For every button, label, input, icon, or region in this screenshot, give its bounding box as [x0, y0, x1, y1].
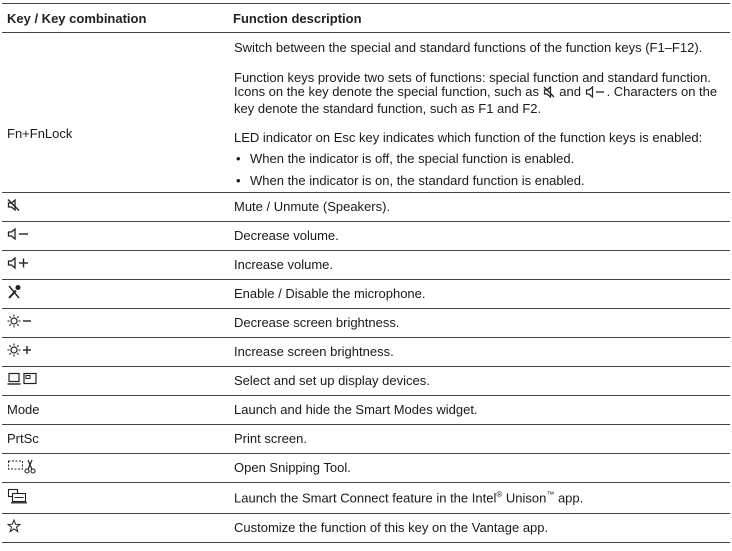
row-desc: Enable / Disable the microphone.	[229, 279, 730, 308]
key-fn-fnlock: Fn+FnLock	[2, 33, 229, 193]
table-row	[2, 424, 730, 453]
smart-connect-text-mid: Unison	[502, 490, 547, 506]
table-row	[2, 250, 730, 279]
table-header-row	[2, 4, 730, 33]
fn-para2-and: and	[559, 84, 581, 99]
row-desc-smart-connect	[229, 482, 730, 513]
row-desc: Mute / Unmute (Speakers).	[229, 192, 730, 221]
table-row	[2, 337, 730, 366]
header-key-combination: Key / Key combination	[2, 4, 229, 33]
snipping-tool-icon	[7, 457, 37, 478]
fn-para-two-sets	[234, 71, 726, 117]
fn-para2-pre: Function keys provide two sets of functions: special function and standard function. Icons on the key denote the special function, such as	[234, 69, 711, 99]
row-desc: Launch and hide the Smart Modes widget.	[229, 395, 730, 424]
volume-down-icon	[7, 227, 31, 244]
row-desc: Increase volume.	[229, 250, 730, 279]
row-desc: Customize the function of this key on the Vantage app.	[229, 513, 730, 542]
registered-mark: ®	[496, 489, 503, 499]
table-row	[2, 453, 730, 482]
table-row	[2, 192, 730, 221]
row-desc: Decrease volume.	[229, 221, 730, 250]
volume-up-icon	[7, 256, 31, 273]
fn-para2-post: . Characters on the key denote the standard function, such as F1 and F2.	[234, 84, 718, 116]
smart-connect-text-pre: Launch the Smart Connect feature in the Intel	[234, 490, 497, 506]
row-desc: Increase screen brightness.	[229, 337, 730, 366]
trademark-mark: ™	[546, 489, 555, 499]
microphone-mute-icon	[7, 284, 25, 303]
volume-down-icon	[585, 86, 607, 102]
table-row	[2, 221, 730, 250]
table-row	[2, 395, 730, 424]
fn-bullet-off: • When the indicator is off, the special function is enabled.	[250, 152, 726, 166]
table-row	[2, 366, 730, 395]
key-function-table	[2, 3, 730, 543]
key-prtsc: PrtSc	[2, 424, 229, 453]
fn-para-led: LED indicator on Esc key indicates which function of the function keys is enabled:	[234, 130, 703, 145]
brightness-up-icon	[7, 343, 33, 360]
smart-connect-icon	[7, 488, 29, 507]
table-row	[2, 308, 730, 337]
row-desc: Decrease screen brightness.	[229, 308, 730, 337]
header-function-description: Function description	[229, 4, 730, 33]
fn-bullet-list	[234, 152, 726, 188]
desc-fn-fnlock	[229, 33, 730, 193]
key-mode: Mode	[2, 395, 229, 424]
display-switch-icon	[7, 372, 39, 389]
speaker-mute-icon	[543, 86, 556, 102]
table-row	[2, 513, 730, 542]
star-icon	[7, 519, 21, 536]
brightness-down-icon	[7, 314, 33, 331]
fn-para-switch: Switch between the special and standard functions of the function keys (F1–F12).	[234, 40, 703, 55]
fn-bullet-on: • When the indicator is on, the standard function is enabled.	[250, 174, 726, 188]
smart-connect-text-post: app.	[554, 490, 584, 506]
speaker-mute-icon	[7, 198, 21, 215]
row-desc: Open Snipping Tool.	[229, 453, 730, 482]
table-row	[2, 279, 730, 308]
table-row	[2, 482, 730, 513]
row-desc: Print screen.	[229, 424, 730, 453]
row-desc: Select and set up display devices.	[229, 366, 730, 395]
table-row-fn-fnlock	[2, 33, 730, 193]
